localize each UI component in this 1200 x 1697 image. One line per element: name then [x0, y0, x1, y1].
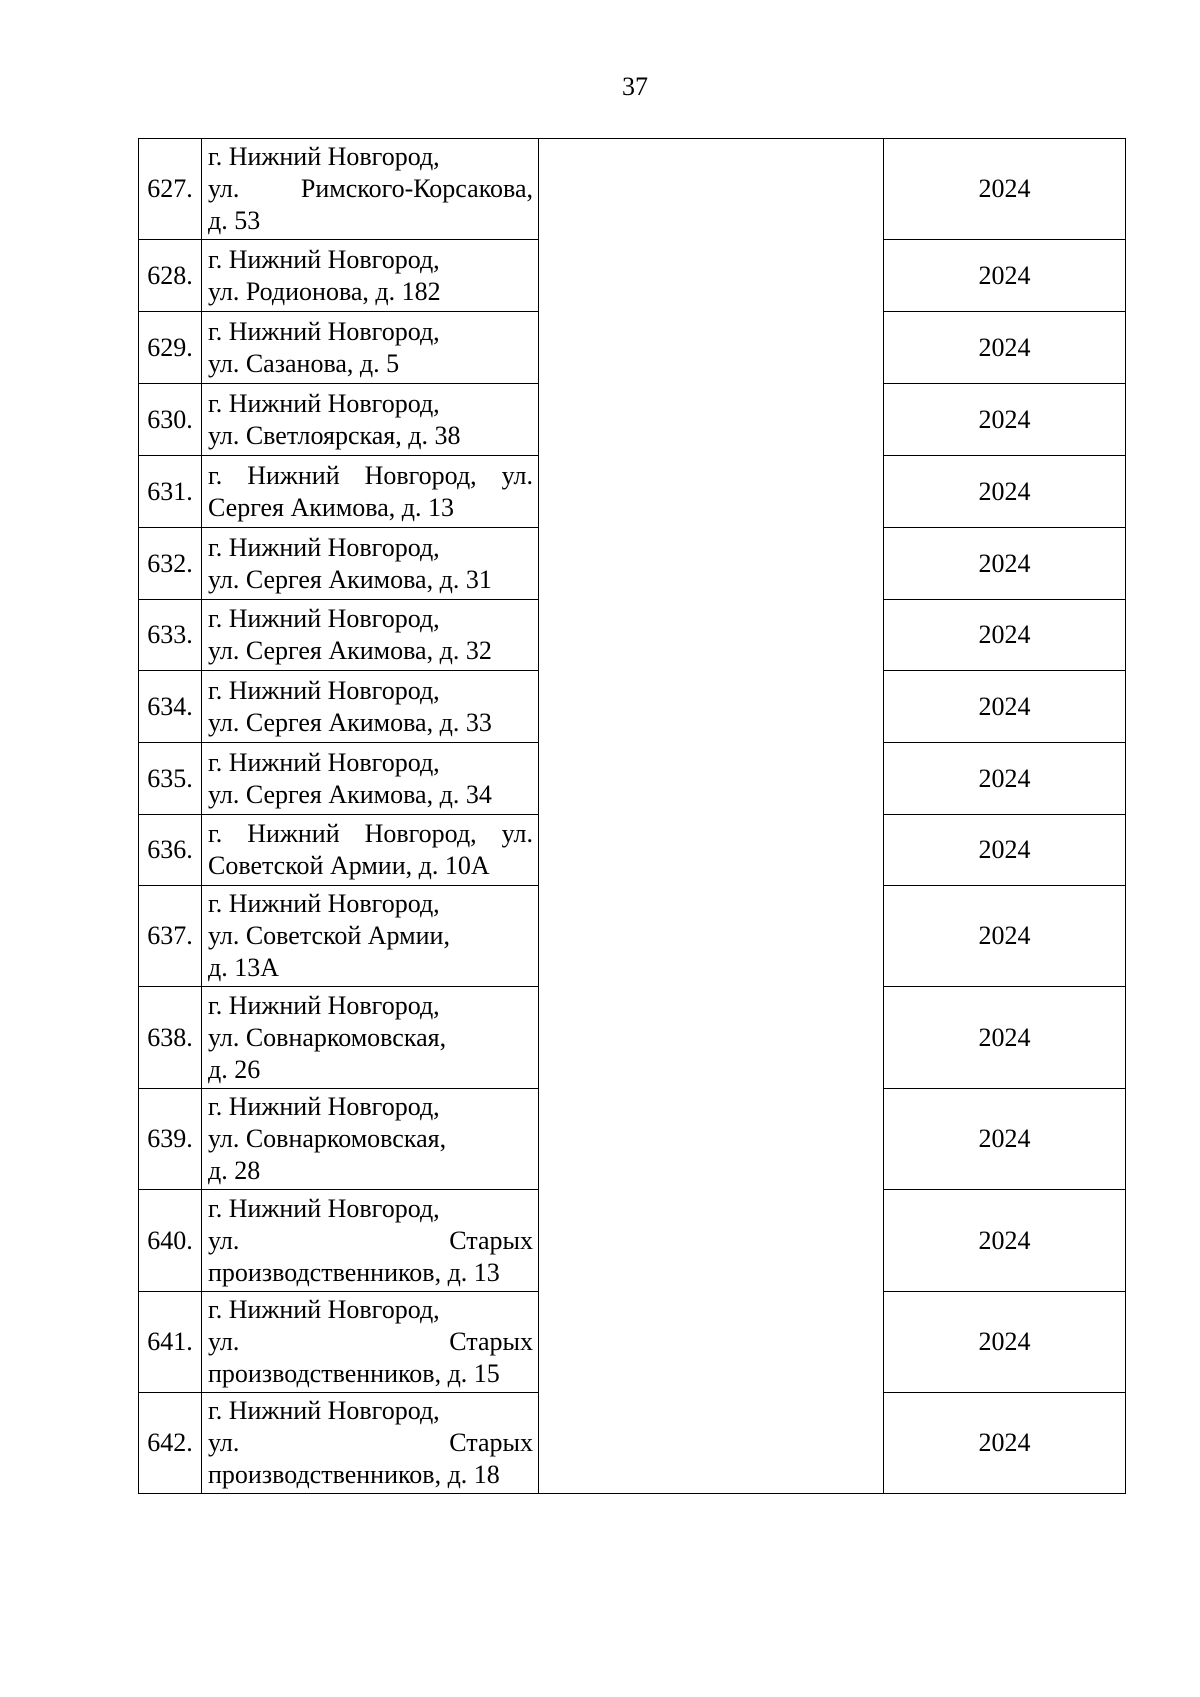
row-number: 636.: [139, 815, 202, 886]
address-cell: [202, 743, 539, 815]
year-cell: 2024: [884, 671, 1126, 743]
year-cell: 2024: [884, 1292, 1126, 1393]
address-table: [138, 138, 1126, 1494]
address-line: г. Нижний Новгород, ул.: [208, 819, 533, 848]
year-cell: 2024: [884, 240, 1126, 312]
address-line: г. Нижний Новгород,: [208, 990, 440, 1020]
row-number: 634.: [139, 671, 202, 743]
address-cell: [202, 815, 539, 886]
address-line: ул. Светлоярская, д. 38: [208, 420, 461, 450]
address-line: ул. Совнаркомовская,: [208, 1022, 447, 1052]
address-line: г. Нижний Новгород,: [208, 604, 440, 633]
address-cell: [202, 312, 539, 384]
address-cell: [202, 1089, 539, 1190]
address-line: ул. Сергея Акимова, д. 34: [208, 779, 492, 809]
address-line: ул. Сергея Акимова, д. 32: [208, 636, 492, 665]
address-line: Сергея Акимова, д. 13: [208, 492, 454, 522]
address-line: г. Нижний Новгород,: [208, 1193, 440, 1223]
address-line: г. Нижний Новгород,: [208, 388, 440, 418]
year-cell: 2024: [884, 312, 1126, 384]
page-number: 37: [622, 72, 648, 101]
row-number: 639.: [139, 1089, 202, 1190]
address-cell: [202, 139, 539, 240]
address-line: д. 53: [208, 206, 261, 235]
row-number: 640.: [139, 1190, 202, 1292]
row-number: 638.: [139, 987, 202, 1089]
row-number: 627.: [139, 139, 202, 240]
address-line: д. 26: [208, 1054, 261, 1084]
address-line: ул. Римского-Корсакова,: [208, 174, 533, 203]
row-number: 628.: [139, 240, 202, 312]
address-line: ул. Совнаркомовская,: [208, 1124, 447, 1153]
address-table-body: [139, 139, 1126, 1494]
row-number: 632.: [139, 528, 202, 600]
address-cell: [202, 1292, 539, 1393]
year-cell: 2024: [884, 139, 1126, 240]
year-cell: 2024: [884, 528, 1126, 600]
address-line: ул. Старых: [208, 1225, 533, 1255]
row-number: 630.: [139, 384, 202, 456]
year-cell: 2024: [884, 886, 1126, 987]
year-cell: 2024: [884, 600, 1126, 671]
address-line: ул. Родионова, д. 182: [208, 276, 441, 306]
row-number: 635.: [139, 743, 202, 815]
address-line: г. Нижний Новгород,: [208, 316, 440, 346]
address-cell: [202, 987, 539, 1089]
address-cell: [202, 384, 539, 456]
address-line: производственников, д. 18: [208, 1460, 500, 1489]
address-line: ул. Сергея Акимова, д. 33: [208, 707, 492, 737]
address-cell: [202, 1393, 539, 1494]
year-cell: 2024: [884, 384, 1126, 456]
row-number: 637.: [139, 886, 202, 987]
address-cell: [202, 456, 539, 528]
address-line: производственников, д. 15: [208, 1359, 500, 1388]
table-row: [139, 139, 1126, 240]
address-line: г. Нижний Новгород, ул.: [208, 460, 533, 490]
address-line: д. 28: [208, 1156, 261, 1185]
address-line: г. Нижний Новгород,: [208, 532, 440, 562]
row-number: 633.: [139, 600, 202, 671]
row-number: 642.: [139, 1393, 202, 1494]
row-number: 631.: [139, 456, 202, 528]
address-line: Советской Армии, д. 10А: [208, 851, 490, 880]
address-line: ул. Сергея Акимова, д. 31: [208, 564, 492, 594]
address-line: д. 13А: [208, 953, 280, 982]
address-cell: [202, 886, 539, 987]
address-line: ул. Советской Армии,: [208, 921, 450, 950]
address-line: г. Нижний Новгород,: [208, 244, 440, 274]
address-line: ул. Старых: [208, 1327, 533, 1356]
year-cell: 2024: [884, 987, 1126, 1089]
address-line: ул. Сазанова, д. 5: [208, 348, 400, 378]
address-cell: [202, 528, 539, 600]
address-line: г. Нижний Новгород,: [208, 675, 440, 705]
address-cell: [202, 671, 539, 743]
address-line: ул. Старых: [208, 1428, 533, 1457]
address-line: г. Нижний Новгород,: [208, 142, 440, 171]
row-number: 641.: [139, 1292, 202, 1393]
address-line: г. Нижний Новгород,: [208, 747, 440, 777]
address-cell: [202, 1190, 539, 1292]
address-line: производственников, д. 13: [208, 1257, 500, 1287]
address-line: г. Нижний Новгород,: [208, 1396, 440, 1425]
address-line: г. Нижний Новгород,: [208, 889, 440, 918]
year-cell: 2024: [884, 1089, 1126, 1190]
address-cell: [202, 240, 539, 312]
year-cell: 2024: [884, 815, 1126, 886]
empty-column-cell: [539, 139, 884, 1494]
address-cell: [202, 600, 539, 671]
year-cell: 2024: [884, 1190, 1126, 1292]
year-cell: 2024: [884, 1393, 1126, 1494]
address-line: г. Нижний Новгород,: [208, 1092, 440, 1121]
year-cell: 2024: [884, 456, 1126, 528]
address-line: г. Нижний Новгород,: [208, 1295, 440, 1324]
year-cell: 2024: [884, 743, 1126, 815]
row-number: 629.: [139, 312, 202, 384]
